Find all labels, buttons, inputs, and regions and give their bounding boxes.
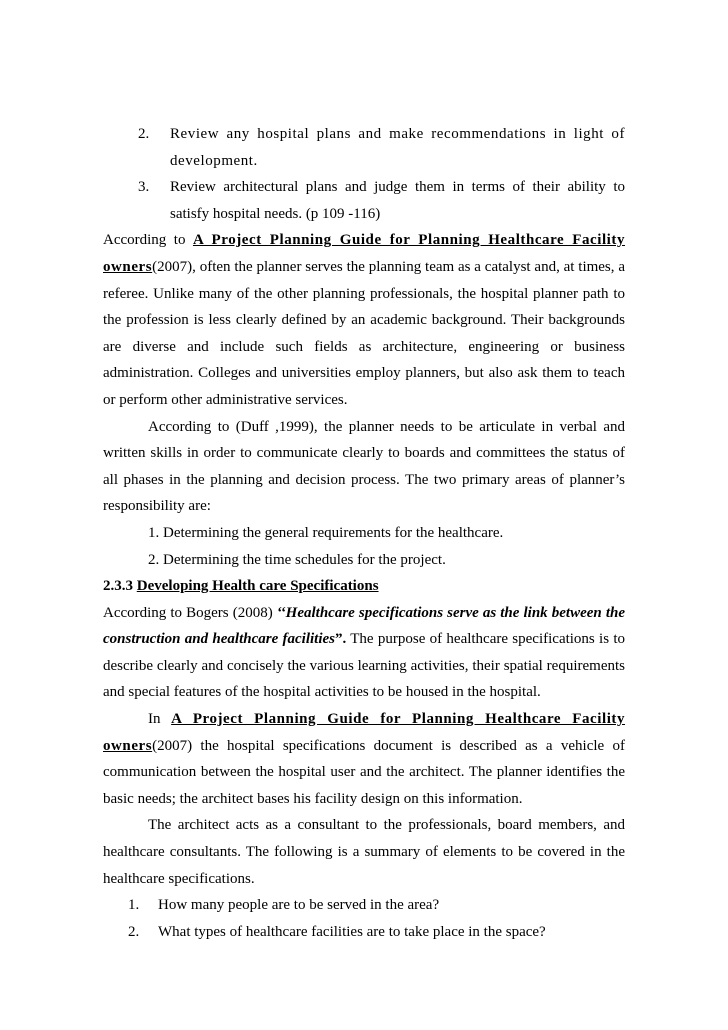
quote-text: ‘‘Healthcare specifications serve as the link between the construction and healthcare facilities: [103, 604, 625, 648]
page-content: [103, 121, 625, 945]
section-heading: [103, 573, 625, 600]
text-prefix: According to: [103, 232, 193, 249]
responsibility-item-2: 2. Determining the time schedules for the project.: [148, 551, 446, 568]
paragraph-text: The purpose of healthcare specifications is to describe clearly and concisely the various learning activities, their spatial requirements and special features of the hospital activities to be housed in the hospital.: [103, 631, 625, 701]
question-item-2: [103, 919, 625, 946]
paragraph-text: (2007), often the planner serves the planning team as a catalyst and, at times, a referee. Unlike many of the other planning professionals, the hospital planner path to the profession is less clearly defined by an academic background. Their backgrounds are diverse and include such fields as architecture, engineering or business administration. Colleges and universities employ planners, but also ask them to teach or perform other administrative services.: [103, 258, 625, 408]
quote-end: ”.: [335, 631, 347, 648]
paragraph-text: (2007) the hospital specifications document is described as a vehicle of communication between the hospital user and the architect. The planner identifies the basic needs; the architect bases his facility design on this information.: [103, 737, 625, 807]
paragraph-duff: According to (Duff ,1999), the planner needs to be articulate in verbal and written skills in order to communicate clearly to boards and committees the status of all phases in the planning and decision process. The two primary areas of planner’s responsibility are:: [103, 418, 625, 515]
paragraph-architect: The architect acts as a consultant to the professionals, board members, and healthcare consultants. The following is a summary of elements to be covered in the healthcare specifications.: [103, 817, 625, 887]
responsibility-item-1: 1. Determining the general requirements for the healthcare.: [148, 524, 504, 541]
list-text: What types of healthcare facilities are to take place in the space?: [158, 923, 546, 940]
list-number: 1.: [128, 897, 140, 914]
text-prefix: According to Bogers (2008): [103, 604, 277, 621]
list-number: 3.: [138, 179, 150, 196]
review-item-2: [103, 121, 625, 174]
paragraph-bogers: [103, 600, 625, 706]
list-text: Review architectural plans and judge them in terms of their ability to satisfy hospital needs. (p 109 -116): [170, 179, 625, 222]
list-text: How many people are to be served in the area?: [158, 897, 440, 914]
section-title: Developing Health care Specifications: [136, 578, 379, 595]
guide-title: A Project Planning Guide for Planning Healthcare Facility owners: [103, 711, 626, 754]
text-prefix: In: [148, 711, 172, 728]
paragraph-planner-role: [103, 227, 625, 413]
list-text: Review any hospital plans and make recommendations in light of development.: [170, 126, 625, 169]
list-number: 2.: [138, 126, 150, 142]
list-number: 2.: [128, 923, 140, 940]
review-item-3: [103, 174, 625, 227]
section-number: 2.3.3: [103, 578, 137, 595]
question-item-1: [103, 892, 625, 919]
guide-title: A Project Planning Guide for Planning Healthcare Facility owners: [103, 232, 625, 275]
paragraph-specifications-document: [103, 706, 625, 812]
